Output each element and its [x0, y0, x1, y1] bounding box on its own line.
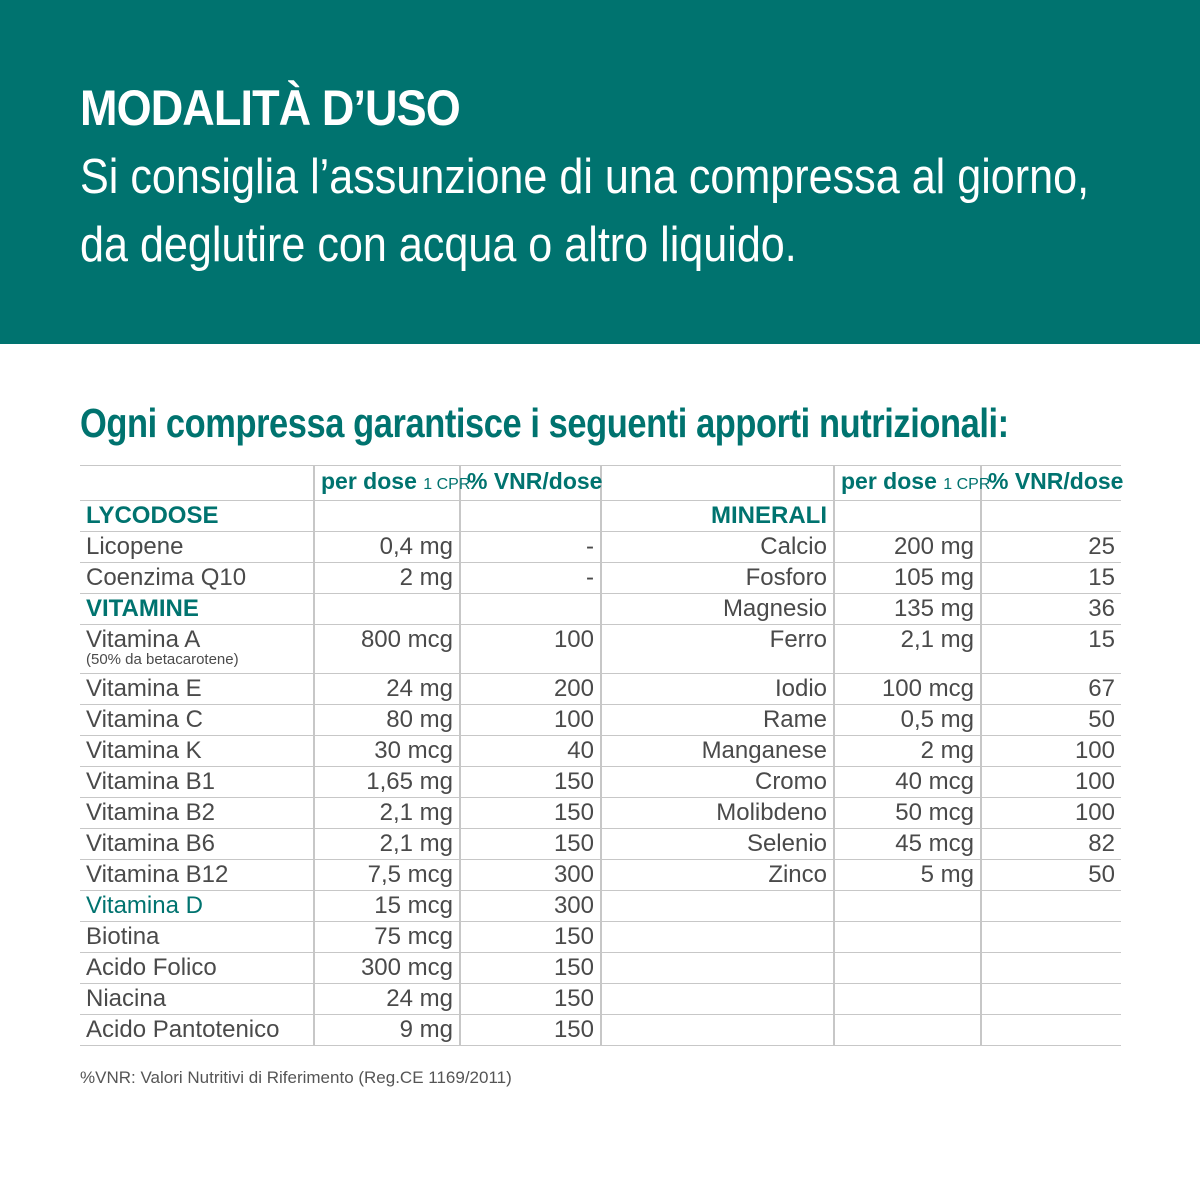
mineral-dose-value-text: 135 mg — [893, 595, 974, 622]
header-dose-unit: 1 CPR — [943, 476, 991, 493]
nutrient-name — [80, 953, 314, 984]
nutrient-name — [80, 501, 314, 532]
header-vnr-right: % VNR/dose — [981, 466, 1121, 501]
table-row — [80, 736, 1121, 767]
table-row — [80, 532, 1121, 563]
vnr-value — [460, 501, 601, 532]
mineral-name-text: Calcio — [760, 533, 827, 560]
nutrient-name — [80, 674, 314, 705]
mineral-dose-value — [834, 891, 981, 922]
vnr-value — [460, 953, 601, 984]
mineral-vnr-value-text: 67 — [1088, 675, 1115, 702]
mineral-vnr-value-text: 50 — [1088, 861, 1115, 888]
mineral-dose-value-text: 200 mg — [893, 533, 974, 560]
mineral-vnr-value — [981, 705, 1121, 736]
dose-value-text: 75 mcg — [374, 923, 453, 950]
mineral-dose-value — [834, 705, 981, 736]
vnr-value-text: 300 — [553, 892, 594, 919]
vnr-value-text: 40 — [567, 737, 594, 764]
mineral-name — [601, 674, 834, 705]
header-dose-right — [834, 466, 991, 501]
usage-instructions — [80, 143, 1089, 279]
nutrient-name — [80, 625, 314, 674]
mineral-name-text: Zinco — [768, 861, 827, 888]
mineral-vnr-value-text: 15 — [1088, 564, 1115, 591]
table-row — [80, 674, 1121, 705]
mineral-vnr-value — [981, 891, 1121, 922]
mineral-name — [601, 563, 834, 594]
mineral-name — [601, 922, 834, 953]
nutrient-name — [80, 594, 314, 625]
mineral-dose-value — [834, 953, 981, 984]
nutrient-name — [80, 829, 314, 860]
mineral-vnr-value — [981, 767, 1121, 798]
dose-value — [314, 798, 460, 829]
nutrient-name — [80, 860, 314, 891]
usage-banner — [0, 0, 1200, 344]
mineral-vnr-value — [981, 922, 1121, 953]
nutrient-name — [80, 1015, 314, 1046]
table-row — [80, 563, 1121, 594]
dose-value — [314, 860, 460, 891]
dose-value-text: 300 mcg — [360, 954, 453, 981]
mineral-vnr-value — [981, 532, 1121, 563]
mineral-dose-value — [834, 594, 981, 625]
mineral-vnr-value-text: 25 — [1088, 533, 1115, 560]
mineral-vnr-value — [981, 798, 1121, 829]
dose-value-text: 30 mcg — [374, 737, 453, 764]
mineral-name — [601, 829, 834, 860]
mineral-dose-value-text: 0,5 mg — [900, 706, 974, 733]
mineral-vnr-value — [981, 953, 1121, 984]
dose-value — [314, 984, 460, 1015]
nutrient-name-text: Licopene — [86, 533, 184, 560]
table-row — [80, 922, 1121, 953]
vnr-value-text: 150 — [553, 830, 594, 857]
dose-value — [314, 674, 460, 705]
table-row — [80, 1015, 1121, 1046]
mineral-name-text: Ferro — [769, 626, 827, 653]
dose-value — [314, 922, 460, 953]
mineral-name — [601, 501, 834, 532]
mineral-name-text: Iodio — [774, 675, 827, 702]
mineral-name — [601, 953, 834, 984]
mineral-name — [601, 767, 834, 798]
vnr-value-text: 200 — [553, 675, 594, 702]
table-row — [80, 798, 1121, 829]
mineral-name — [601, 798, 834, 829]
nutrient-name — [80, 891, 314, 922]
nutrient-name — [80, 984, 314, 1015]
nutrient-name-text: Coenzima Q10 — [86, 564, 247, 591]
mineral-name-text: Fosforo — [745, 564, 827, 591]
nutrient-name-text: Acido Folico — [86, 954, 217, 981]
nutrient-name-text: LYCODOSE — [86, 502, 219, 529]
mineral-dose-value — [834, 674, 981, 705]
mineral-vnr-value-text: 100 — [1074, 799, 1115, 826]
nutrition-table-body — [80, 501, 1121, 1046]
mineral-dose-value-text: 50 mcg — [895, 799, 974, 826]
nutrient-name-text: VITAMINE — [86, 595, 199, 622]
dose-value — [314, 736, 460, 767]
mineral-name — [601, 532, 834, 563]
nutrient-name-text: Vitamina B6 — [86, 830, 215, 857]
header-dose-unit: 1 CPR — [423, 476, 471, 493]
mineral-vnr-value — [981, 829, 1121, 860]
mineral-dose-value — [834, 829, 981, 860]
table-row — [80, 705, 1121, 736]
vnr-value — [460, 1015, 601, 1046]
mineral-dose-value-text: 2 mg — [920, 737, 974, 764]
mineral-vnr-value — [981, 860, 1121, 891]
header-dose-label: per dose — [321, 468, 417, 494]
mineral-name — [601, 860, 834, 891]
vnr-value — [460, 594, 601, 625]
nutrient-name-text: Vitamina C — [86, 706, 203, 733]
mineral-name-text: MINERALI — [711, 502, 827, 529]
nutrient-name — [80, 563, 314, 594]
dose-value-text: 800 mcg — [360, 626, 453, 653]
mineral-name-text: Cromo — [754, 768, 827, 795]
dose-value-text: 24 mg — [386, 985, 453, 1012]
mineral-dose-value — [834, 501, 981, 532]
vnr-value-text: 150 — [553, 1016, 594, 1043]
usage-title: MODALITÀ D’USO — [80, 80, 460, 136]
nutrient-name-text: Acido Pantotenico — [86, 1016, 280, 1043]
nutrient-name-text: Vitamina B2 — [86, 799, 215, 826]
nutrient-name — [80, 705, 314, 736]
mineral-dose-value-text: 100 mcg — [881, 675, 974, 702]
header-empty-left — [80, 466, 314, 501]
mineral-vnr-value-text: 50 — [1088, 706, 1115, 733]
mineral-name-text: Manganese — [701, 737, 827, 764]
dose-value-text: 7,5 mcg — [367, 861, 453, 888]
vnr-value-text: 150 — [553, 985, 594, 1012]
table-row — [80, 953, 1121, 984]
mineral-dose-value — [834, 563, 981, 594]
mineral-dose-value — [834, 860, 981, 891]
mineral-name — [601, 736, 834, 767]
mineral-vnr-value-text: 100 — [1074, 768, 1115, 795]
nutrient-name — [80, 736, 314, 767]
dose-value — [314, 891, 460, 922]
vnr-value — [460, 736, 601, 767]
mineral-name — [601, 705, 834, 736]
mineral-name-text: Selenio — [746, 830, 827, 857]
mineral-name-text: Rame — [762, 706, 827, 733]
dose-value — [314, 532, 460, 563]
mineral-vnr-value — [981, 984, 1121, 1015]
mineral-vnr-value-text: 15 — [1088, 626, 1115, 653]
mineral-vnr-value — [981, 563, 1121, 594]
mineral-dose-value-text: 5 mg — [920, 861, 974, 888]
nutrient-name-text: Niacina — [86, 985, 167, 1012]
mineral-dose-value — [834, 1015, 981, 1046]
nutrient-name-text: Vitamina B12 — [86, 861, 229, 888]
table-row — [80, 594, 1121, 625]
nutrition-table — [80, 465, 1124, 1046]
dose-value — [314, 501, 460, 532]
mineral-name — [601, 1015, 834, 1046]
mineral-name — [601, 625, 834, 674]
mineral-name-text: Magnesio — [722, 595, 827, 622]
mineral-dose-value — [834, 625, 981, 674]
usage-line-1: Si consiglia l’assunzione di una compressa al giorno, — [80, 150, 1090, 204]
nutrient-name-text: Vitamina A — [86, 626, 201, 653]
nutrient-name — [80, 922, 314, 953]
table-row — [80, 829, 1121, 860]
dose-value — [314, 767, 460, 798]
mineral-vnr-value — [981, 501, 1121, 532]
nutrient-name — [80, 532, 314, 563]
mineral-dose-value — [834, 532, 981, 563]
mineral-name — [601, 891, 834, 922]
vnr-value — [460, 532, 601, 563]
mineral-name — [601, 984, 834, 1015]
dose-value-text: 15 mcg — [374, 892, 453, 919]
nutrient-note: (50% da betacarotene) — [86, 651, 239, 668]
footnote: %VNR: Valori Nutritivi di Riferimento (Reg.CE 1169/2011) — [80, 1068, 512, 1087]
mineral-dose-value-text: 105 mg — [893, 564, 974, 591]
nutrient-name — [80, 767, 314, 798]
vnr-value — [460, 891, 601, 922]
vnr-value — [460, 984, 601, 1015]
header-empty-right — [601, 466, 834, 501]
dose-value-text: 80 mg — [386, 706, 453, 733]
mineral-vnr-value — [981, 625, 1121, 674]
mineral-dose-value-text: 45 mcg — [895, 830, 974, 857]
table-row — [80, 860, 1121, 891]
vnr-value — [460, 705, 601, 736]
mineral-name — [601, 594, 834, 625]
vnr-value — [460, 674, 601, 705]
vnr-value-text: 150 — [553, 768, 594, 795]
table-row — [80, 984, 1121, 1015]
nutrient-name — [80, 798, 314, 829]
vnr-value-text: 300 — [553, 861, 594, 888]
vnr-value — [460, 767, 601, 798]
table-row — [80, 767, 1121, 798]
mineral-vnr-value-text: 82 — [1088, 830, 1115, 857]
dose-value — [314, 594, 460, 625]
dose-value-text: 24 mg — [386, 675, 453, 702]
nutrient-name-text: Vitamina K — [86, 737, 202, 764]
mineral-dose-value — [834, 798, 981, 829]
nutrient-name-text: Vitamina D — [86, 892, 203, 919]
vnr-value-text: 150 — [553, 799, 594, 826]
dose-value — [314, 563, 460, 594]
mineral-vnr-value — [981, 736, 1121, 767]
mineral-name-text: Molibdeno — [716, 799, 827, 826]
dose-value-text: 2,1 mg — [379, 799, 453, 826]
mineral-dose-value-text: 2,1 mg — [900, 626, 974, 653]
vnr-value-text: 150 — [553, 954, 594, 981]
vnr-value-text: 100 — [553, 626, 594, 653]
table-header-row — [80, 466, 1121, 501]
dose-value — [314, 953, 460, 984]
dose-value-text: 9 mg — [399, 1016, 453, 1043]
table-row — [80, 501, 1121, 532]
dose-value — [314, 705, 460, 736]
nutrition-title: Ogni compressa garantisce i seguenti apporti nutrizionali: — [80, 400, 1009, 446]
mineral-vnr-value — [981, 594, 1121, 625]
mineral-vnr-value — [981, 674, 1121, 705]
mineral-dose-value — [834, 767, 981, 798]
dose-value — [314, 625, 460, 674]
mineral-vnr-value-text: 100 — [1074, 737, 1115, 764]
mineral-dose-value — [834, 922, 981, 953]
mineral-dose-value — [834, 736, 981, 767]
table-row — [80, 625, 1121, 674]
mineral-vnr-value-text: 36 — [1088, 595, 1115, 622]
vnr-value — [460, 829, 601, 860]
dose-value-text: 1,65 mg — [366, 768, 453, 795]
mineral-dose-value-text: 40 mcg — [895, 768, 974, 795]
dose-value-text: 0,4 mg — [379, 533, 453, 560]
dose-value-text: 2,1 mg — [379, 830, 453, 857]
nutrient-name-text: Biotina — [86, 923, 160, 950]
vnr-value — [460, 563, 601, 594]
header-dose-label: per dose — [841, 468, 937, 494]
mineral-dose-value — [834, 984, 981, 1015]
dose-value-text: 2 mg — [399, 564, 453, 591]
dose-value — [314, 1015, 460, 1046]
usage-line-2: da deglutire con acqua o altro liquido. — [80, 218, 797, 272]
dose-value — [314, 829, 460, 860]
header-dose-left — [314, 466, 471, 501]
vnr-value — [460, 860, 601, 891]
vnr-value-text: 100 — [553, 706, 594, 733]
vnr-value — [460, 922, 601, 953]
header-vnr-left: % VNR/dose — [460, 466, 601, 501]
vnr-value-text: - — [586, 533, 594, 560]
nutrient-name-text: Vitamina B1 — [86, 768, 215, 795]
nutrient-name-text: Vitamina E — [86, 675, 202, 702]
vnr-value-text: - — [586, 564, 594, 591]
table-row — [80, 891, 1121, 922]
vnr-value — [460, 798, 601, 829]
vnr-value — [460, 625, 601, 674]
vnr-value-text: 150 — [553, 923, 594, 950]
mineral-vnr-value — [981, 1015, 1121, 1046]
